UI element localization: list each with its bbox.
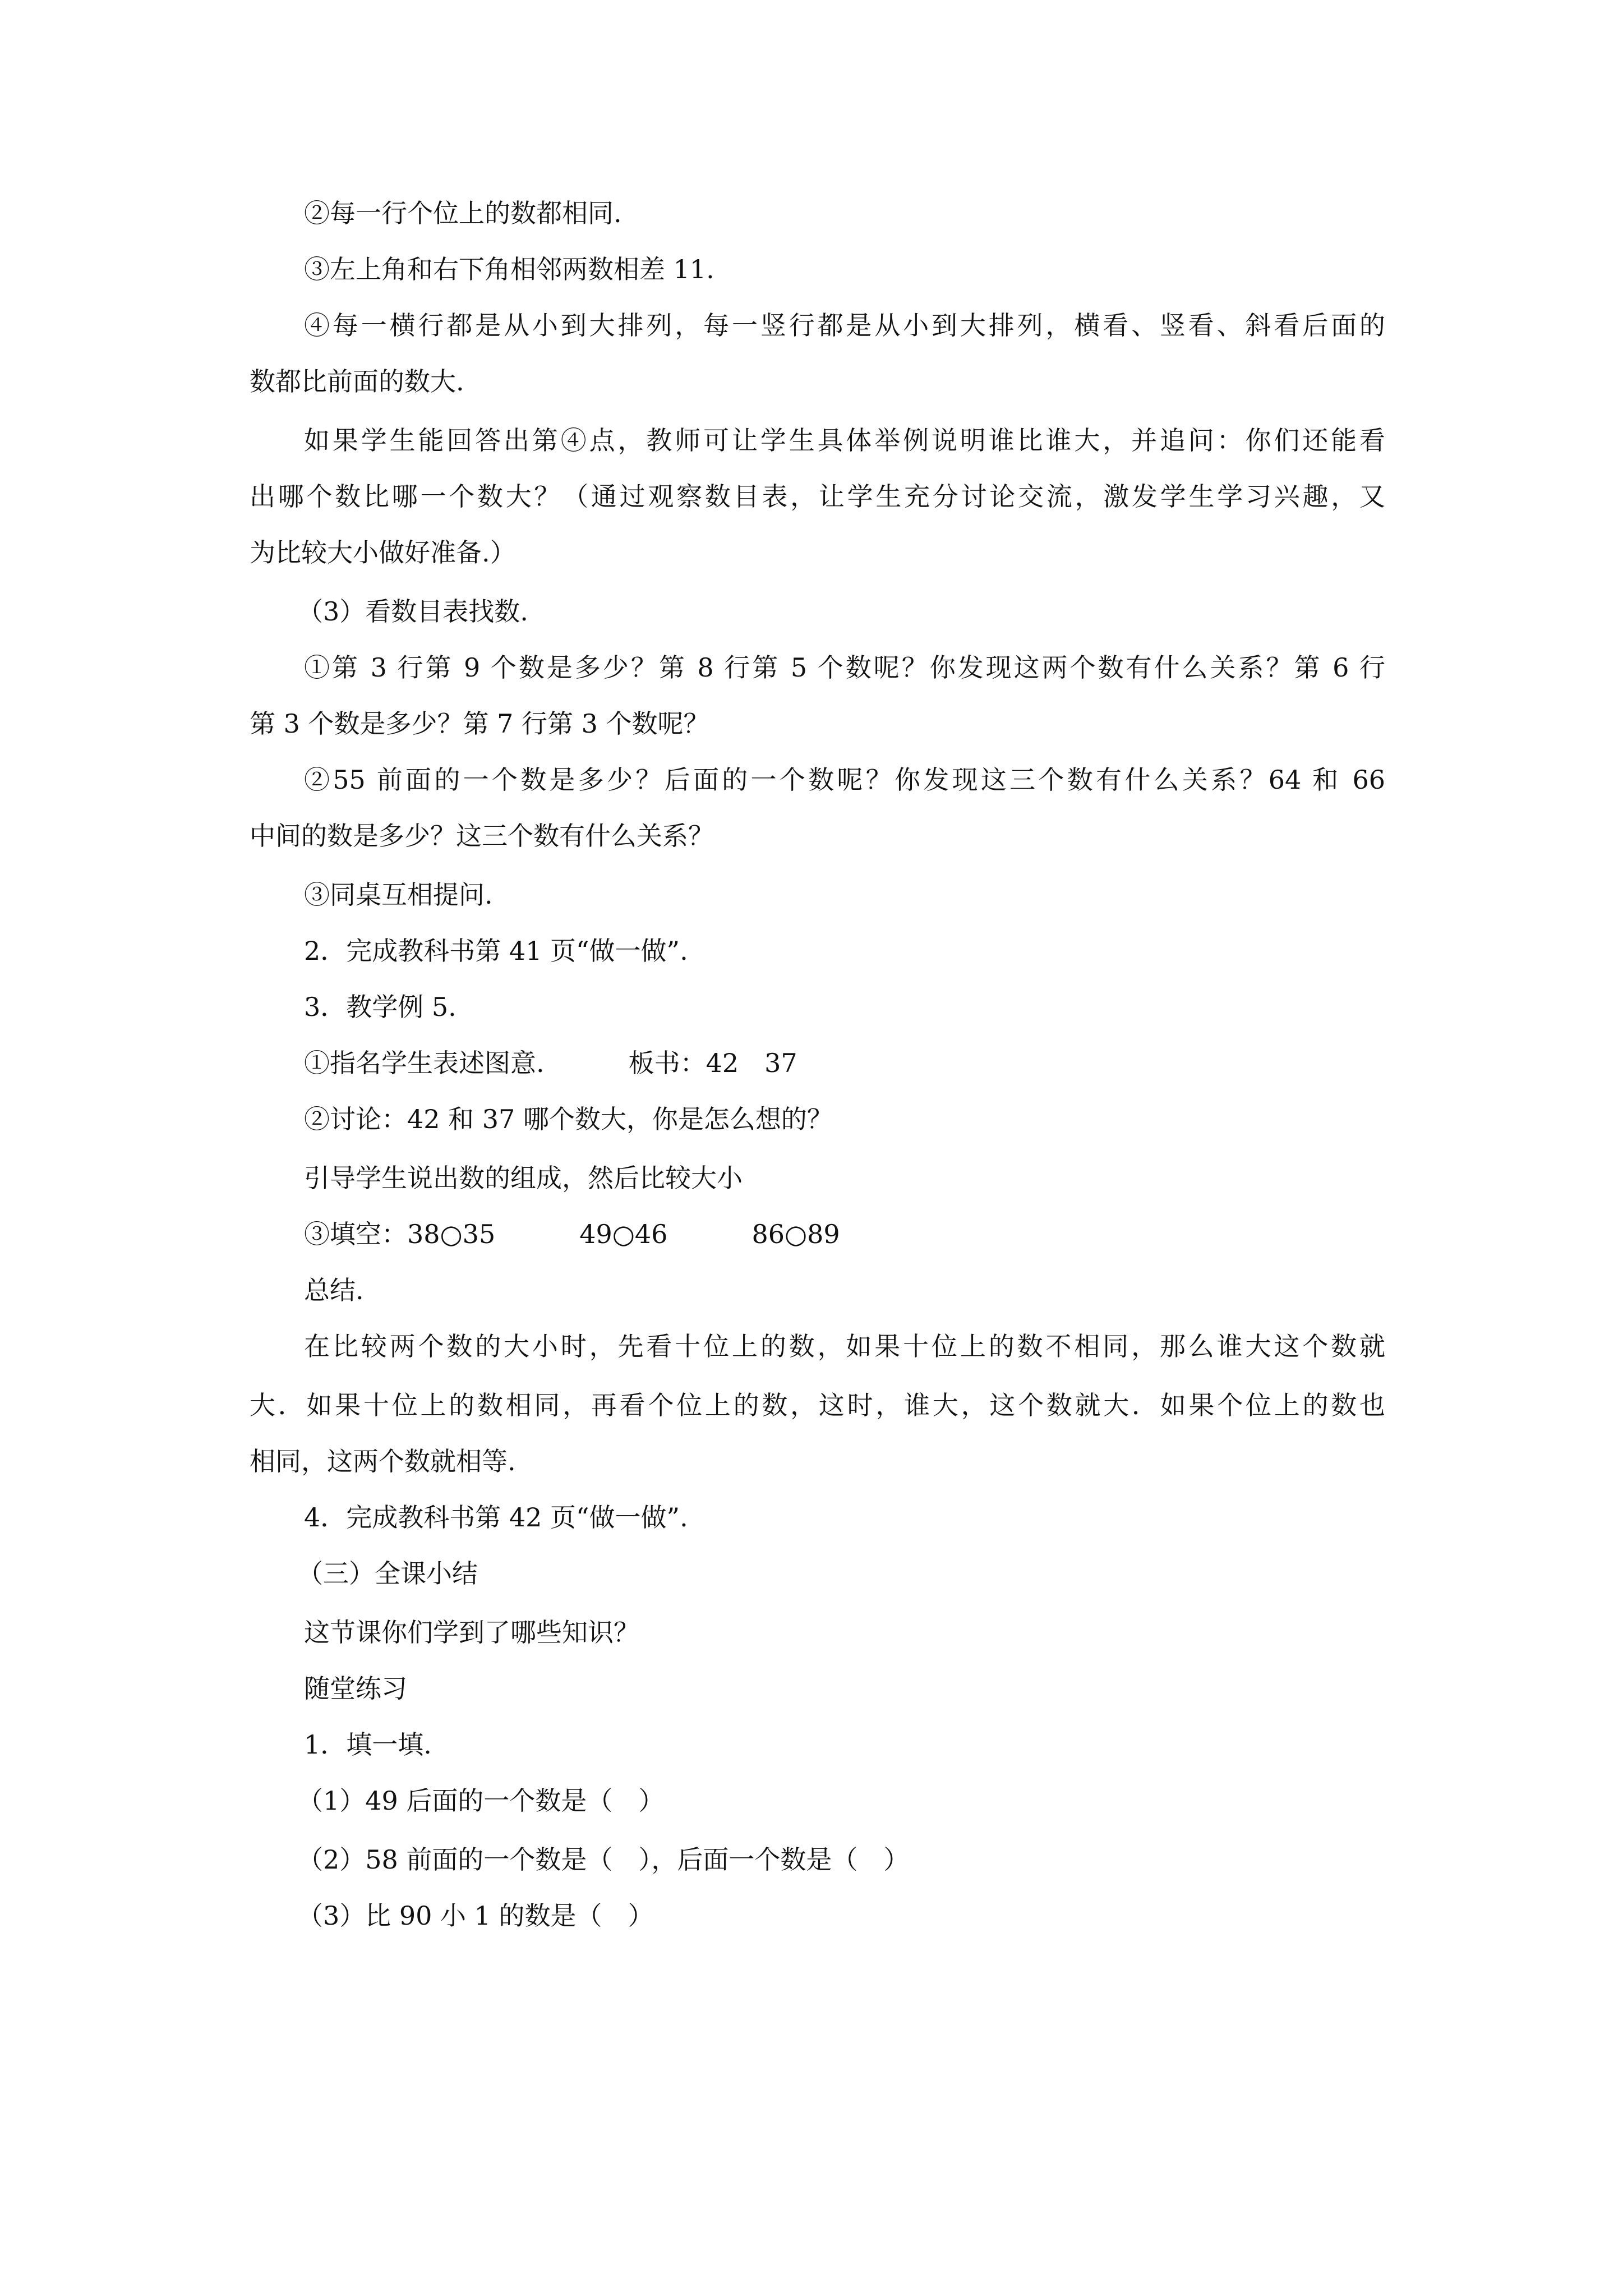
- text-line: 相同，这两个数就相等.: [250, 1446, 516, 1476]
- text-line: 大．如果十位上的数相同，再看个位上的数，这时，谁大，这个数就大．如果个位上的数也: [250, 1390, 1385, 1420]
- text-line: （2）58 前面的一个数是（ ），后面一个数是（ ）: [297, 1844, 910, 1875]
- text-line: ②讨论：42 和 37 哪个数大，你是怎么想的？: [304, 1104, 833, 1134]
- text-line: 在比较两个数的大小时，先看十位上的数，如果十位上的数不相同，那么谁大这个数就: [304, 1331, 1385, 1361]
- text-line: 2．完成教科书第 41 页“做一做”.: [304, 936, 688, 966]
- text-line: 3．教学例 5.: [304, 992, 457, 1022]
- text-line: 如果学生能回答出第④点，教师可让学生具体举例说明谁比谁大，并追问：你们还能看: [304, 425, 1385, 455]
- text-line: 4．完成教科书第 42 页“做一做”.: [304, 1502, 688, 1533]
- text-line: （三）全课小结: [297, 1558, 478, 1589]
- text-line: 第 3 个数是多少？第 7 行第 3 个数呢？: [250, 708, 709, 739]
- text-line: 这节课你们学到了哪些知识？: [304, 1617, 639, 1648]
- fill-blank-1: ③填空：38○35: [304, 1219, 496, 1249]
- text-line: （3）比 90 小 1 的数是（ ）: [297, 1901, 654, 1931]
- text-line: 引导学生说出数的组成，然后比较大小: [304, 1163, 743, 1193]
- text-line: （3）看数目表找数.: [297, 596, 528, 627]
- text-line: ②55 前面的一个数是多少？后面的一个数呢？你发现这三个数有什么关系？64 和 66: [304, 765, 1385, 795]
- text-line: 随堂练习: [304, 1673, 407, 1704]
- text-line: （1）49 后面的一个数是（ ）: [297, 1786, 665, 1816]
- text-line: 1．填一填.: [304, 1729, 432, 1760]
- text-line: [304, 1217, 840, 1251]
- text-line: 中间的数是多少？这三个数有什么关系？: [250, 821, 714, 851]
- text-line: 总结.: [304, 1275, 364, 1305]
- text-line: ①第 3 行第 9 个数是多少？第 8 行第 5 个数呢？你发现这两个数有什么关系？第 6 行: [304, 652, 1385, 683]
- fill-blank-2: 49○46: [579, 1219, 668, 1249]
- text-line: ②每一行个位上的数都相同.: [304, 198, 622, 228]
- text-line: 为比较大小做好准备.）: [250, 537, 516, 568]
- fill-blank-3: 86○89: [751, 1219, 840, 1249]
- text-line: ④每一横行都是从小到大排列，每一竖行都是从小到大排列，横看、竖看、斜看后面的: [304, 310, 1385, 341]
- text-line: [304, 1046, 797, 1080]
- text-line: ③左上角和右下角相邻两数相差 11.: [304, 254, 714, 284]
- text-line: 出哪个数比哪一个数大？（通过观察数目表，让学生充分讨论交流，激发学生学习兴趣，又: [250, 481, 1385, 512]
- text-line: 数都比前面的数大.: [250, 366, 464, 397]
- text-line: ③同桌互相提问.: [304, 880, 493, 910]
- text-line-main: ①指名学生表述图意.: [304, 1048, 545, 1078]
- board-text: 板书：42 37: [628, 1048, 797, 1078]
